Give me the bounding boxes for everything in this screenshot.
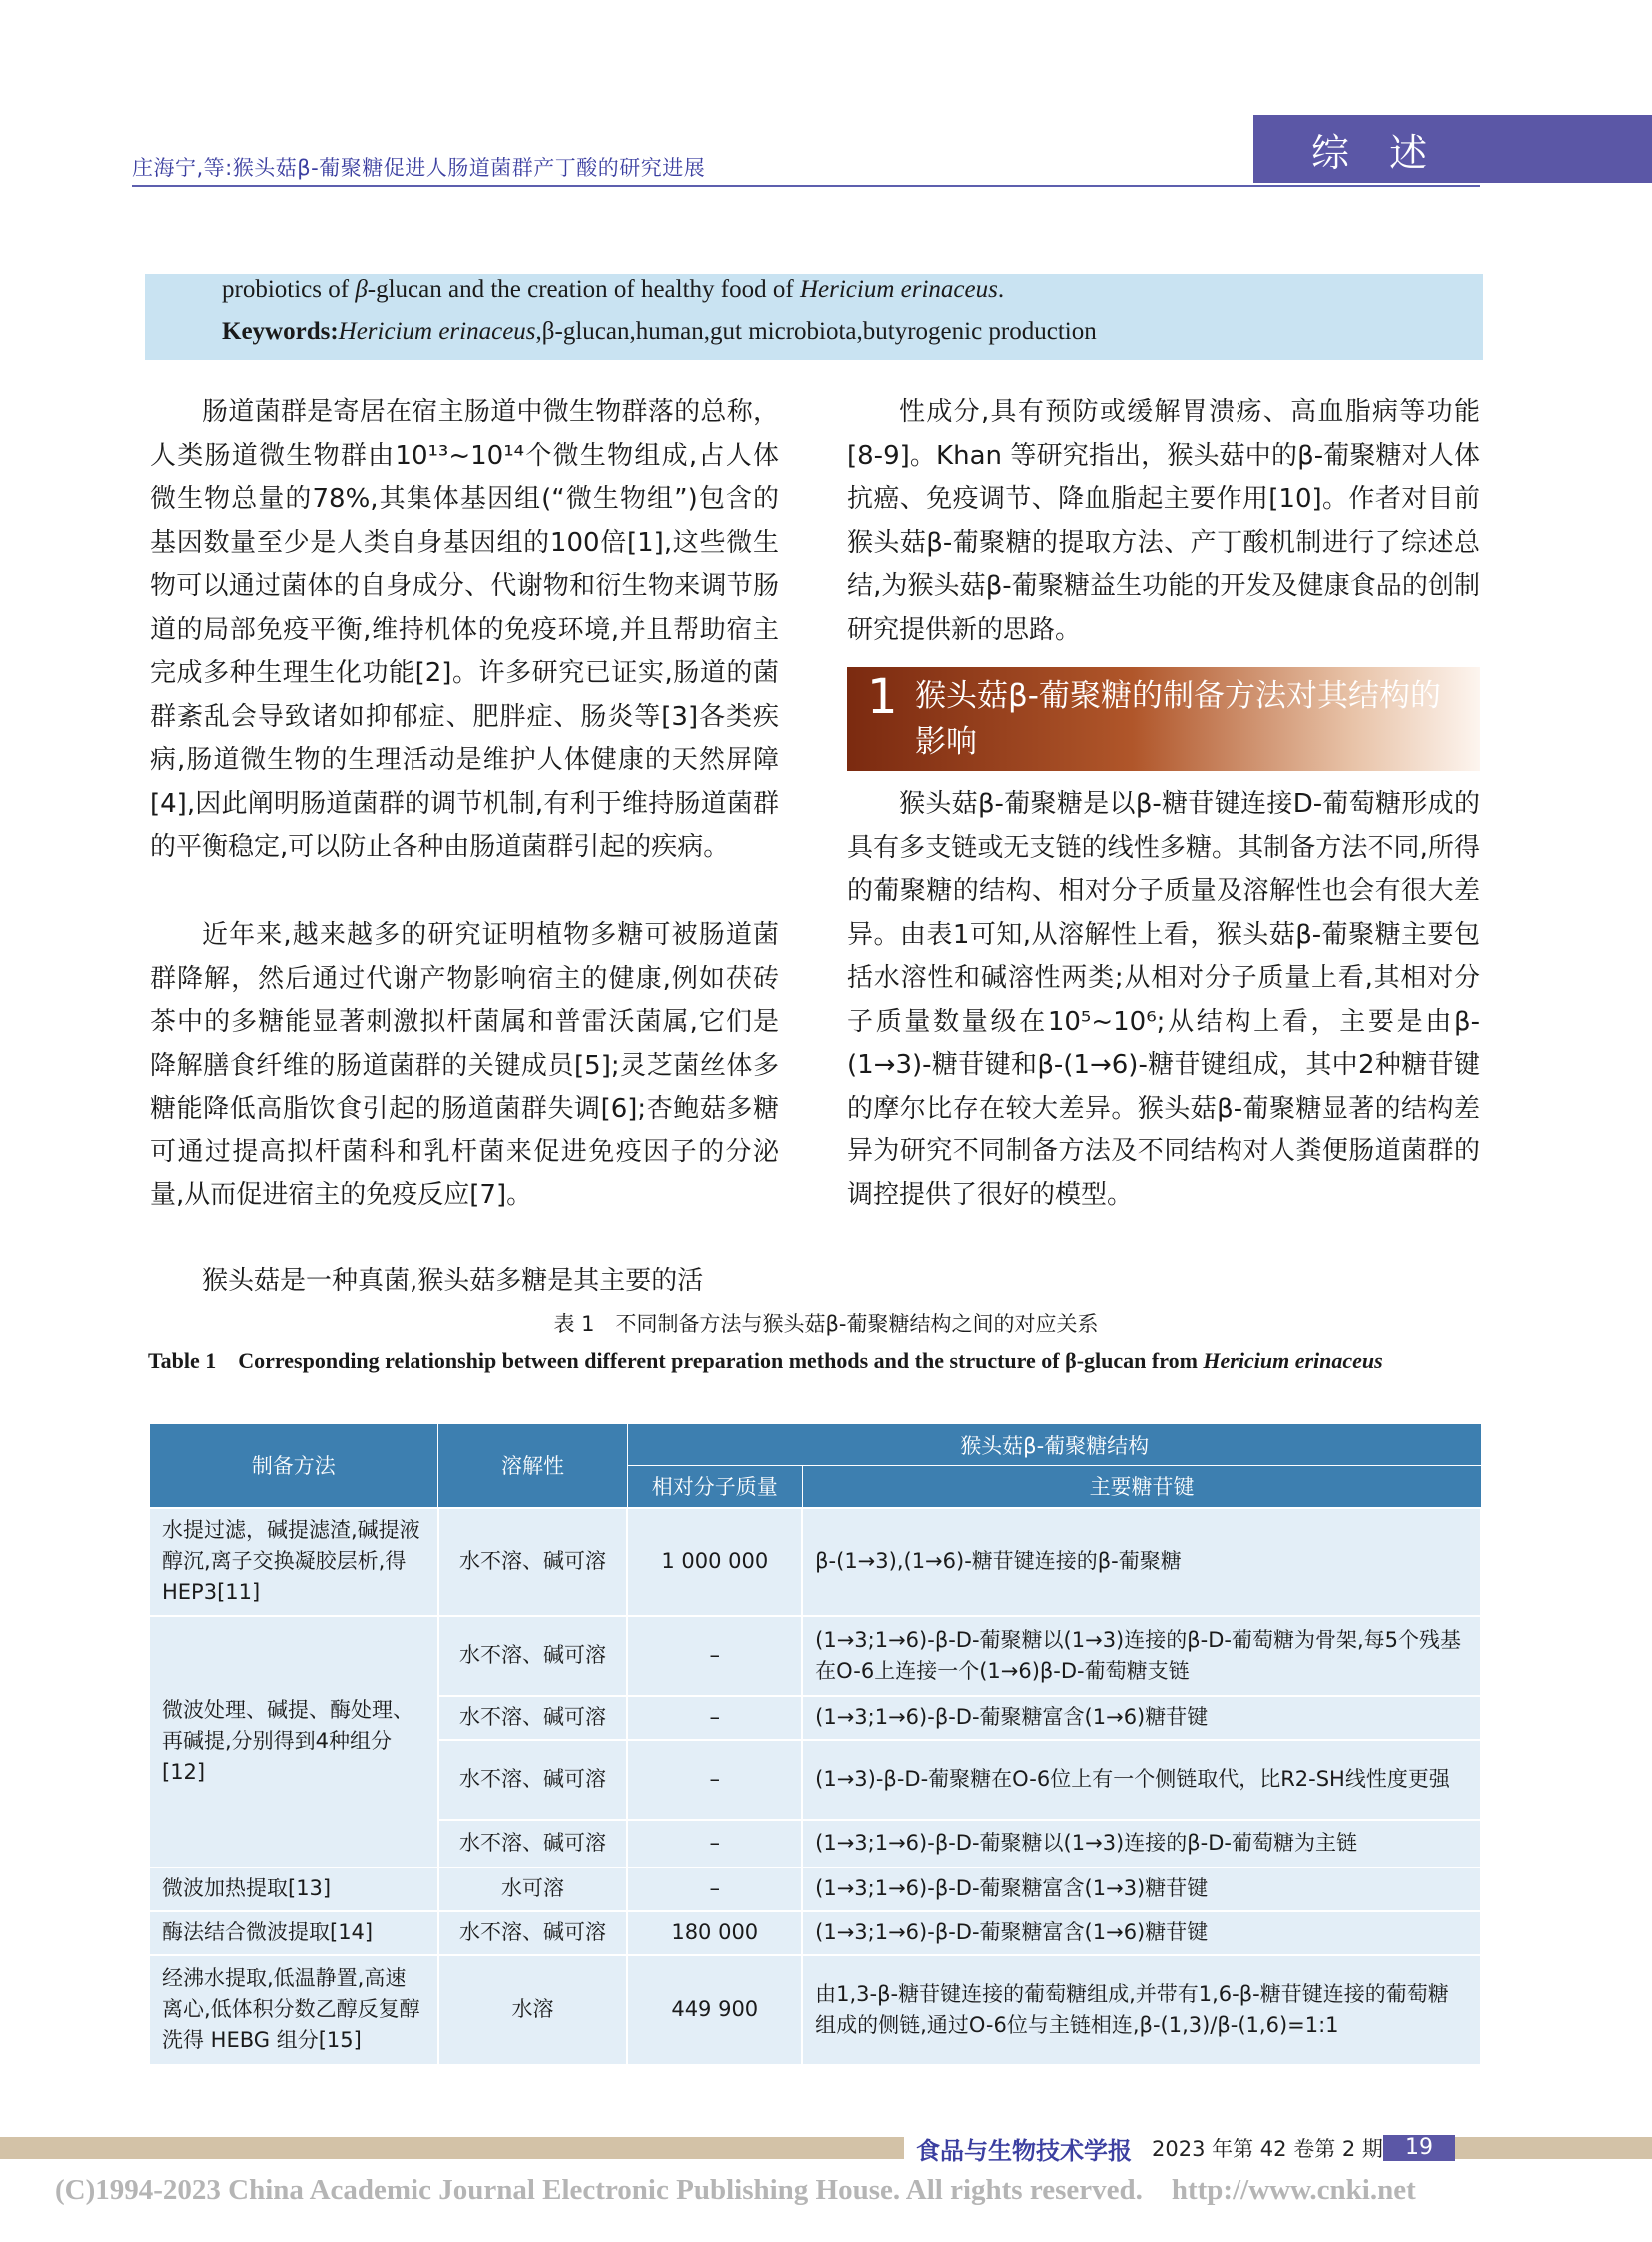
header-solubility: 溶解性 [438,1424,628,1508]
cell-bond: (1→3)-β-D-葡聚糖在O-6位上有一个侧链取代，比R2-SH线性度更强 [802,1740,1481,1820]
cell-method: 微波处理、碱提、酶处理、再碱提,分别得到4种组分[12] [149,1616,438,1868]
cell-method: 酶法结合微波提取[14] [149,1911,438,1955]
cell-solubility: 水不溶、碱可溶 [438,1696,628,1740]
cell-solubility: 水可溶 [438,1868,628,1911]
table-row [149,1911,1481,1955]
journal-name: 食品与生物技术学报 [916,2136,1132,2165]
table-caption-en [148,1342,1486,1380]
abstract-line [222,276,1004,304]
cell-method: 微波加热提取[13] [149,1868,438,1911]
table-row [149,1616,1481,1696]
cell-method: 经沸水提取,低温静置,高速离心,低体积分数乙醇反复醇洗得 HEBG 组分[15] [149,1955,438,2065]
abstract-text: -glucan and the creation of healthy food of [367,276,800,303]
table-row [149,1868,1481,1911]
cell-solubility: 水不溶、碱可溶 [438,1740,628,1820]
journal-issue: 2023 年第 42 卷第 2 期 [1152,2137,1383,2161]
cell-mw: – [627,1616,802,1696]
cell-method: 水提过滤，碱提滤渣,碱提液醇沉,离子交换凝胶层析,得 HEP3[11] [149,1508,438,1616]
cell-mw: – [627,1740,802,1820]
header-divider [132,185,1480,187]
body-paragraph: 性成分,具有预防或缓解胃溃疡、高血脂病等功能[8-9]。Khan 等研究指出，猴头菇中的β-葡聚糖对人体抗癌、免疫调节、降血脂起主要作用[10]。作者对目前猴头菇β-葡聚糖的提取方法、产丁酸机制进行了综述总结,为猴头菇β-葡聚糖益生功能的开发及健康食品的创制研究提供新的思路。 [847,397,1480,645]
cell-bond: (1→3;1→6)-β-D-葡聚糖以(1→3)连接的β-D-葡萄糖为主链 [802,1820,1481,1868]
table-row [149,1508,1481,1616]
copyright-notice: (C)1994-2023 China Academic Journal Electronic Publishing House. All rights reserved. http://www.cnki.net [55,2174,1416,2206]
keywords-label: Keywords: [222,318,339,345]
cell-bond: (1→3;1→6)-β-D-葡聚糖以(1→3)连接的β-D-葡萄糖为骨架,每5个残基在O-6上连接一个(1→6)β-D-葡萄糖支链 [802,1616,1481,1696]
keywords-species: Hericium erinaceus [338,318,536,345]
cell-mw: 180 000 [627,1911,802,1955]
abstract-species: Hericium erinaceus [799,276,998,303]
header-structure: 猴头菇β-葡聚糖结构 [627,1424,1481,1466]
cell-solubility: 水溶 [438,1955,628,2065]
footer-journal [904,2134,1395,2165]
cell-mw: – [627,1696,802,1740]
body-paragraph: 猴头菇是一种真菌,猴头菇多糖是其主要的活 [202,1266,704,1296]
body-paragraph: 肠道菌群是寄居在宿主肠道中微生物群落的总称，人类肠道微生物群由10¹³~10¹⁴个微生物组成,占人体微生物总量的78%,其集体基因组(“微生物组”)包含的基因数量至少是人类自身基因组的100倍[1],这些微生物可以通过菌体的自身成分、代谢物和衍生物来调节肠道的局部免疫平衡,维持机体的免疫环境,并且帮助宿主完成多种生理生化功能[2]。许多研究已证实,肠道的菌群紊乱会导致诸如抑郁症、肥胖症、肠炎等[3]各类疾病,肠道微生物的生理活动是维护人体健康的天然屏障[4],因此阐明肠道菌群的调节机制,有利于维持肠道菌群的平衡稳定,可以防止各种由肠道菌群引起的疾病。 [150,397,779,862]
body-paragraph: 猴头菇β-葡聚糖是以β-糖苷键连接D-葡萄糖形成的具有多支链或无支链的线性多糖。其制备方法不同,所得的葡聚糖的结构、相对分子质量及溶解性也会有很大差异。由表1可知,从溶解性上看，猴头菇β-葡聚糖主要包括水溶性和碱溶性两类;从相对分子质量上看,其相对分子质量数量级在10⁵~10⁶;从结构上看，主要是由β-(1→3)-糖苷键和β-(1→6)-糖苷键组成，其中2种糖苷键的摩尔比存在较大差异。猴头菇β-葡聚糖显著的结构差异为研究不同制备方法及不同结构对人粪便肠道菌群的调控提供了很好的模型。 [847,789,1480,1210]
header-method: 制备方法 [149,1424,438,1508]
cell-solubility: 水不溶、碱可溶 [438,1820,628,1868]
cell-solubility: 水不溶、碱可溶 [438,1508,628,1616]
cell-solubility: 水不溶、碱可溶 [438,1616,628,1696]
cell-bond: (1→3;1→6)-β-D-葡聚糖富含(1→6)糖苷键 [802,1696,1481,1740]
table-caption-species: Hericium erinaceus [1203,1348,1383,1373]
structure-table [148,1423,1482,2066]
cell-bond: (1→3;1→6)-β-D-葡聚糖富含(1→3)糖苷键 [802,1868,1481,1911]
abstract-text: probiotics of [222,276,356,303]
section-heading: 猴头菇β-葡聚糖的制备方法对其结构的影响 [915,678,1441,760]
cell-bond: (1→3;1→6)-β-D-葡聚糖富含(1→6)糖苷键 [802,1911,1481,1955]
section-tag: 综 述 [1253,115,1652,183]
keywords-text: ,β-glucan,human,gut microbiota,butyrogenic production [535,318,1097,345]
abstract-beta: β [355,276,368,303]
body-paragraph: 近年来,越来越多的研究证明植物多糖可被肠道菌群降解，然后通过代谢产物影响宿主的健康,例如茯砖茶中的多糖能显著刺激拟杆菌属和普雷沃菌属,它们是降解膳食纤维的肠道菌群的关键成员[5];灵芝菌丝体多糖能降低高脂饮食引起的肠道菌群失调[6];杏鲍菇多糖可通过提高拟杆菌科和乳杆菌来促进免疫因子的分泌量,从而促进宿主的免疫反应[7]。 [150,920,779,1210]
cell-mw: – [627,1820,802,1868]
table-row [149,1955,1481,2065]
cell-mw: 449 900 [627,1955,802,2065]
abstract-text: . [997,276,1005,303]
cell-bond: 由1,3-β-糖苷键连接的葡萄糖组成,并带有1,6-β-糖苷键连接的葡萄糖组成的侧链,通过O-6位与主链相连,β-(1,3)/β-(1,6)=1:1 [802,1955,1481,2065]
cell-solubility: 水不溶、碱可溶 [438,1911,628,1955]
keywords-line [222,318,1097,346]
cell-bond: β-(1→3),(1→6)-糖苷键连接的β-葡聚糖 [802,1508,1481,1616]
table-caption-zh: 表 1 不同制备方法与猴头菇β-葡聚糖结构之间的对应关系 [553,1312,1099,1336]
table-caption-en-text: Table 1 Corresponding relationship between different preparation methods and the structure of β-glucan from [148,1348,1204,1373]
section-number: 1 [867,669,898,725]
header-mw: 相对分子质量 [627,1466,802,1508]
page-number: 19 [1383,2135,1455,2161]
cell-mw: 1 000 000 [627,1508,802,1616]
header-bond: 主要糖苷键 [802,1466,1481,1508]
cell-mw: – [627,1868,802,1911]
running-title: 庄海宁,等:猴头菇β-葡聚糖促进人肠道菌群产丁酸的研究进展 [132,156,706,180]
